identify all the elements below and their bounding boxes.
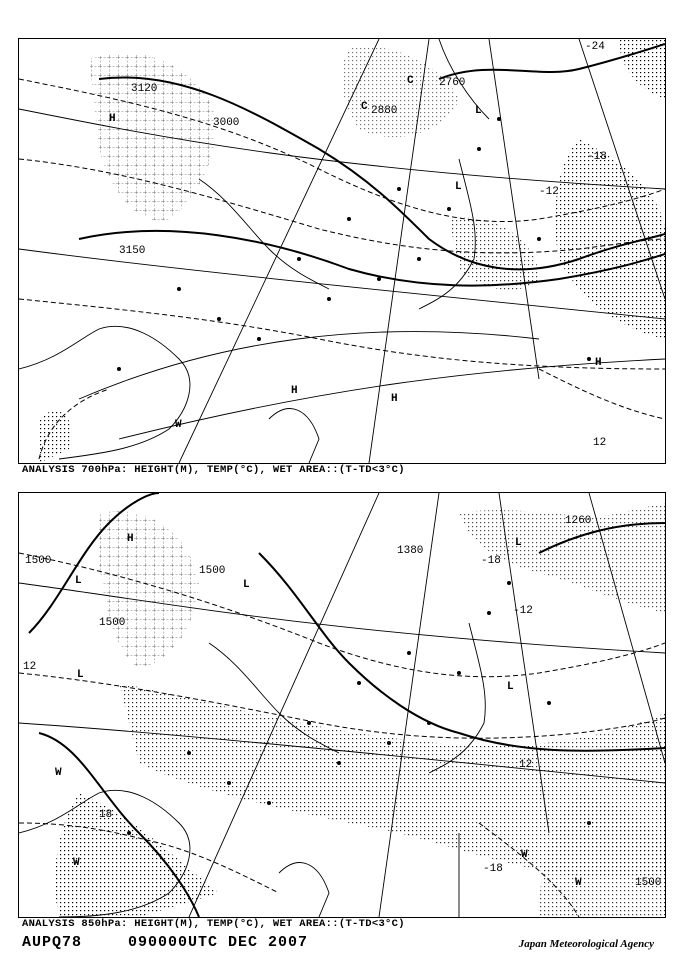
temp-label: -12 <box>513 605 533 617</box>
temp-label: 18 <box>99 809 113 821</box>
wet-areas <box>55 503 665 917</box>
temp-label: -18 <box>587 151 607 163</box>
warm-marker: W <box>73 857 80 869</box>
height-label: 1260 <box>565 515 592 527</box>
height-label: 1500 <box>635 877 662 889</box>
temp-label: -18 <box>483 863 503 875</box>
height-label: 1380 <box>397 545 424 557</box>
map-850hpa-canvas <box>19 493 665 917</box>
temp-label: 12 <box>593 437 607 449</box>
warm-marker: W <box>521 849 528 861</box>
agency-credit: Japan Meteorological Agency <box>518 938 654 950</box>
low-marker: L <box>77 669 84 681</box>
low-marker: C <box>361 101 368 113</box>
map-700hpa <box>18 38 666 464</box>
height-label: 3000 <box>213 117 240 129</box>
low-marker: L <box>75 575 82 587</box>
temp-label: 12 <box>519 759 533 771</box>
map-700hpa-canvas <box>19 39 665 463</box>
caption-700hpa: ANALYSIS 700hPa: HEIGHT(M), TEMP(°C), WET AREA::(T-TD<3°C) <box>22 464 405 476</box>
high-marker: H <box>127 533 134 545</box>
valid-time: 090000UTC DEC 2007 <box>128 934 309 951</box>
high-marker: H <box>391 393 398 405</box>
height-label: 2880 <box>371 105 398 117</box>
height-label: 2760 <box>439 77 466 89</box>
height-label: 1500 <box>25 555 52 567</box>
low-marker: L <box>243 579 250 591</box>
temp-label: -24 <box>585 41 605 53</box>
high-marker: H <box>291 385 298 397</box>
warm-marker: W <box>175 419 182 431</box>
high-marker: H <box>595 357 602 369</box>
height-label: 3120 <box>131 83 158 95</box>
low-marker: L <box>455 181 462 193</box>
caption-850hpa: ANALYSIS 850hPa: HEIGHT(M), TEMP(°C), WET AREA::(T-TD<3°C) <box>22 918 405 930</box>
temp-label: -12 <box>539 186 559 198</box>
height-label: 3150 <box>119 245 146 257</box>
height-label: 1500 <box>99 617 126 629</box>
low-marker: L <box>507 681 514 693</box>
temp-label: -18 <box>481 555 501 567</box>
low-marker: L <box>515 537 522 549</box>
high-marker: H <box>109 113 116 125</box>
height-label: 1500 <box>199 565 226 577</box>
warm-marker: W <box>575 877 582 889</box>
map-850hpa <box>18 492 666 918</box>
low-marker: C <box>407 75 414 87</box>
temp-label: 12 <box>23 661 37 673</box>
low-marker: L <box>475 105 482 117</box>
chart-code: AUPQ78 <box>22 934 83 951</box>
warm-marker: W <box>55 767 62 779</box>
